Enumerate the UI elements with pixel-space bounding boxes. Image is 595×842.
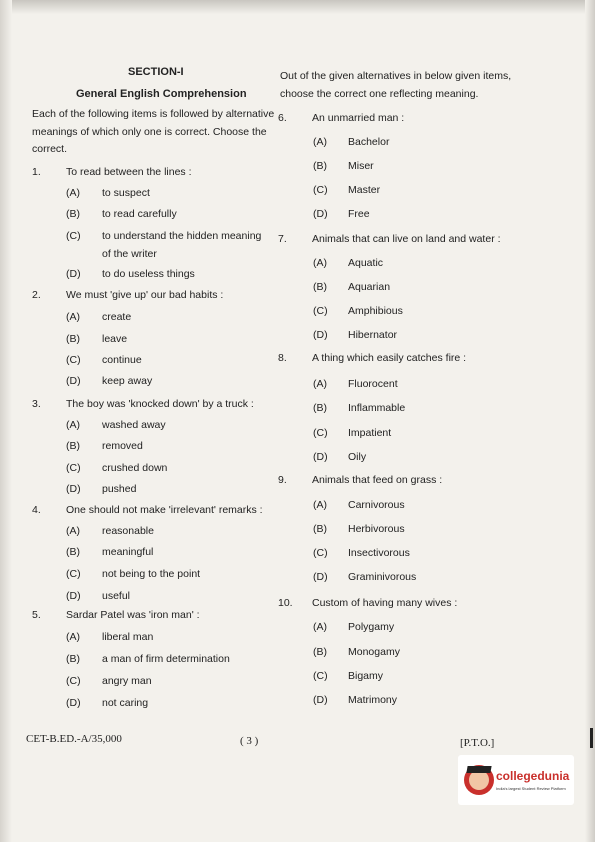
footer-code: CET-B.ED.-A/35,000 [26,733,122,745]
option-text: Miser [348,160,374,172]
option-text: angry man [102,675,152,687]
option-label: (B) [313,646,327,658]
option-label: (C) [66,462,81,474]
option-text: Carnivorous [348,499,405,511]
option-text: pushed [102,483,137,495]
option-label: (A) [313,621,327,633]
option-text: Polygamy [348,621,395,633]
option-label: (A) [66,419,80,431]
logo-graduation-cap-icon [466,766,491,773]
left-intro-line-1: Each of the following items is followed by alternative [32,108,275,120]
option-label: (B) [313,402,327,414]
option-label: (C) [66,230,81,242]
logo-brand-text: collegedunia [496,769,570,783]
option-text: Fluorocent [348,378,398,390]
question-text: Sardar Patel was 'iron man' : [66,609,200,621]
question-number: 8. [278,352,287,364]
option-label: (C) [313,670,328,682]
option-text: Bigamy [348,670,384,682]
footer-pto: [P.T.O.] [460,737,495,749]
option-text: continue [102,354,142,366]
option-label: (B) [66,546,80,558]
scan-edge-left [0,0,12,842]
option-label: (A) [313,499,327,511]
option-text: Free [348,208,370,220]
option-label: (C) [66,354,81,366]
logo-mascot-face [469,770,489,790]
option-text: Aquarian [348,281,391,293]
option-text: meaningful [102,546,154,558]
scan-edge-right [585,0,595,842]
option-text: useful [102,590,131,602]
option-label: (D) [313,694,328,706]
option-text: to do useless things [102,268,195,280]
option-text: washed away [102,419,166,431]
option-text: Hibernator [348,329,398,341]
question-text: A thing which easily catches fire : [312,352,467,364]
option-text: to read carefully [102,208,177,220]
option-label: (B) [66,208,80,220]
footer-page-number: ( 3 ) [240,735,259,747]
option-label: (B) [66,333,80,345]
question-text: Custom of having many wives : [312,597,458,609]
question-text: To read between the lines : [66,166,192,178]
option-label: (B) [66,653,80,665]
option-text: of the writer [102,248,157,260]
question-text: An unmarried man : [312,112,405,124]
option-label: (C) [66,568,81,580]
option-label: (A) [66,311,80,323]
option-text: keep away [102,375,153,387]
left-intro-line-3: correct. [32,143,68,155]
option-label: (D) [313,208,328,220]
question-number: 2. [32,289,41,301]
option-label: (D) [313,451,328,463]
option-text: leave [102,333,128,345]
collegedunia-logo [458,755,574,805]
logo-tagline: India's largest Student Review Platform [496,786,566,791]
option-text: Master [348,184,381,196]
option-text: Bachelor [348,136,390,148]
option-label: (A) [313,378,327,390]
question-number: 10. [278,597,293,609]
option-label: (C) [313,305,328,317]
option-label: (D) [66,268,81,280]
option-label: (D) [66,375,81,387]
option-text: Amphibious [348,305,403,317]
right-intro-line-1: Out of the given alternatives in below given items, [280,70,512,82]
question-text: We must 'give up' our bad habits : [66,289,224,301]
option-text: Inflammable [348,402,406,414]
option-text: removed [102,440,143,452]
section-title: SECTION-I [128,66,184,78]
option-label: (D) [313,329,328,341]
option-text: Matrimony [348,694,398,706]
question-text: Animals that can live on land and water : [312,233,501,245]
option-text: Aquatic [348,257,384,269]
option-text: reasonable [102,525,154,537]
option-text: create [102,311,132,323]
option-label: (C) [313,547,328,559]
option-label: (D) [313,571,328,583]
question-number: 3. [32,398,41,410]
question-text: Animals that feed on grass : [312,474,443,486]
option-label: (A) [66,631,80,643]
option-label: (D) [66,590,81,602]
option-text: to suspect [102,187,150,199]
option-label: (A) [66,187,80,199]
left-intro-line-2: meanings of which only one is correct. Choose the [32,126,267,138]
option-text: Impatient [348,427,392,439]
option-label: (A) [313,257,327,269]
option-text: crushed down [102,462,168,474]
option-text: Oily [348,451,367,463]
option-label: (C) [313,184,328,196]
option-text: liberal man [102,631,154,643]
option-label: (C) [66,675,81,687]
option-label: (B) [66,440,80,452]
option-text: not caring [102,697,149,709]
question-number: 4. [32,504,41,516]
option-text: Herbivorous [348,523,405,535]
question-number: 9. [278,474,287,486]
question-text: The boy was 'knocked down' by a truck : [66,398,254,410]
option-label: (B) [313,160,327,172]
scan-edge-top [0,0,595,14]
option-label: (C) [313,427,328,439]
option-text: not being to the point [102,568,201,580]
section-subtitle: General English Comprehension [76,88,247,100]
option-label: (A) [313,136,327,148]
option-label: (B) [313,523,327,535]
option-text: to understand the hidden meaning [102,230,262,242]
option-text: Insectivorous [348,547,410,559]
option-label: (B) [313,281,327,293]
option-label: (A) [66,525,80,537]
binding-mark [590,728,593,748]
question-number: 5. [32,609,41,621]
question-text: One should not make 'irrelevant' remarks : [66,504,263,516]
right-intro-line-2: choose the correct one reflecting meaning. [280,88,479,100]
question-number: 1. [32,166,41,178]
option-text: a man of firm determination [102,653,230,665]
option-text: Graminivorous [348,571,417,583]
question-number: 7. [278,233,287,245]
option-text: Monogamy [348,646,400,658]
option-label: (D) [66,483,81,495]
question-number: 6. [278,112,287,124]
option-label: (D) [66,697,81,709]
